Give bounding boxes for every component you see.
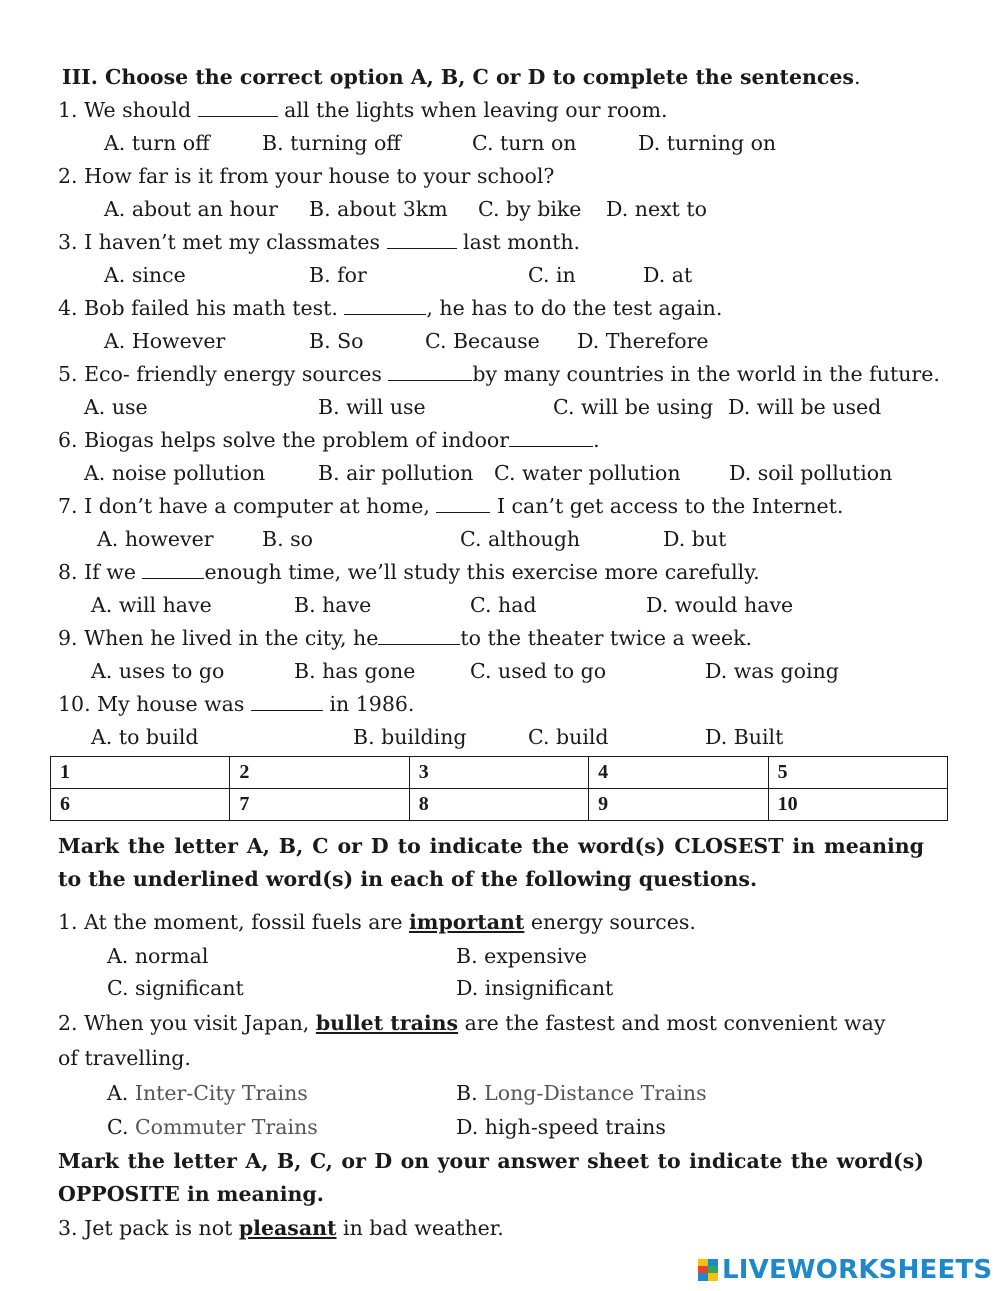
option-d: D. was going xyxy=(705,659,839,683)
option-b: B. has gone xyxy=(294,659,416,683)
option-b: B. Long-Distance Trains xyxy=(456,1081,707,1105)
logo-icon xyxy=(698,1259,718,1281)
underlined-word: pleasant xyxy=(238,1216,337,1240)
logo-text: LIVEWORKSHEETS xyxy=(722,1255,993,1285)
question-10: 10. My house was in 1986. xyxy=(58,692,415,716)
option-c: C. build xyxy=(528,725,609,749)
question-6: 6. Biogas helps solve the problem of indoor . xyxy=(58,428,600,452)
closest-instruction: Mark the letter A, B, C or D to indicate the word(s) CLOSEST in meaning to the underlined word(s) in each of the following questions. xyxy=(58,834,924,891)
option-c: C. Commuter Trains xyxy=(107,1115,318,1139)
option-b: B. so xyxy=(262,527,313,551)
answer-cell[interactable]: 4 xyxy=(589,757,768,789)
option-a: A. however xyxy=(97,527,214,551)
option-c: C. had xyxy=(470,593,537,617)
answer-cell[interactable]: 3 xyxy=(409,757,588,789)
option-c: C. significant xyxy=(107,976,244,1000)
question-2: 2. How far is it from your house to your school? xyxy=(58,164,555,188)
opposite-question-3: 3. Jet pack is not pleasant in bad weather. xyxy=(58,1216,504,1240)
option-d: D. but xyxy=(663,527,727,551)
option-b: B. So xyxy=(309,329,364,353)
answer-cell[interactable]: 1 xyxy=(51,757,230,789)
option-a: A. Inter-City Trains xyxy=(107,1081,308,1105)
option-c: C. water pollution xyxy=(494,461,681,485)
table-row xyxy=(51,757,948,789)
answer-cell[interactable]: 9 xyxy=(589,789,768,821)
option-b: B. building xyxy=(353,725,467,749)
option-c: C. in xyxy=(528,263,576,287)
option-c: C. turn on xyxy=(472,131,577,155)
option-d: D. Built xyxy=(705,725,784,749)
option-a: A. uses to go xyxy=(91,659,225,683)
option-d: D. would have xyxy=(646,593,794,617)
option-a: A. However xyxy=(104,329,226,353)
answer-blank xyxy=(387,231,457,249)
option-d: D. high-speed trains xyxy=(456,1115,666,1139)
option-b: B. about 3km xyxy=(309,197,448,221)
underlined-word: bullet trains xyxy=(315,1011,459,1035)
option-d: D. Therefore xyxy=(577,329,709,353)
opposite-instruction: Mark the letter A, B, C, or D on your answer sheet to indicate the word(s) OPPOSITE in meaning. xyxy=(58,1149,924,1206)
option-c: C. although xyxy=(460,527,581,551)
question-3: 3. I haven’t met my classmates last month. xyxy=(58,230,581,254)
option-a: A. use xyxy=(84,395,148,419)
option-a: A. will have xyxy=(91,593,212,617)
option-b: B. for xyxy=(309,263,367,287)
question-4: 4. Bob failed his math test. , he has to do the test again. xyxy=(58,296,723,320)
answer-blank xyxy=(388,363,472,381)
answer-blank xyxy=(378,627,460,645)
answer-cell[interactable]: 7 xyxy=(230,789,409,821)
closest-question-2-cont: of travelling. xyxy=(58,1046,191,1070)
question-9: 9. When he lived in the city, he to the theater twice a week. xyxy=(58,626,753,650)
option-b: B. expensive xyxy=(456,944,588,968)
question-8: 8. If we enough time, we’ll study this exercise more carefully. xyxy=(58,560,760,584)
option-c: C. will be using xyxy=(553,395,714,419)
answer-blank xyxy=(509,429,593,447)
option-a: A. about an hour xyxy=(104,197,278,221)
answer-cell[interactable]: 6 xyxy=(51,789,230,821)
option-a: A. normal xyxy=(107,944,209,968)
answer-blank xyxy=(142,561,204,579)
option-d: D. turning on xyxy=(638,131,777,155)
option-d: D. will be used xyxy=(728,395,882,419)
option-a: A. since xyxy=(104,263,186,287)
option-c: C. used to go xyxy=(470,659,607,683)
option-a: A. noise pollution xyxy=(84,461,266,485)
answer-blank xyxy=(251,693,323,711)
underlined-word: important xyxy=(408,910,525,934)
option-a: A. to build xyxy=(91,725,199,749)
option-d: D. insignificant xyxy=(456,976,614,1000)
answer-cell[interactable]: 5 xyxy=(768,757,947,789)
answer-cell[interactable]: 10 xyxy=(768,789,947,821)
closest-question-2: 2. When you visit Japan, bullet trains are the fastest and most convenient way xyxy=(58,1011,886,1035)
liveworksheets-logo xyxy=(698,1254,992,1286)
option-d: D. next to xyxy=(606,197,707,221)
question-5: 5. Eco- friendly energy sources by many countries in the world in the future. xyxy=(58,362,940,386)
answer-table xyxy=(50,756,948,821)
answer-blank xyxy=(198,99,278,117)
option-d: D. at xyxy=(643,263,693,287)
answer-cell[interactable]: 8 xyxy=(409,789,588,821)
question-7: 7. I don’t have a computer at home, I can’t get access to the Internet. xyxy=(58,494,844,518)
option-a: A. turn off xyxy=(104,131,210,155)
option-c: C. by bike xyxy=(478,197,582,221)
option-b: B. have xyxy=(294,593,372,617)
option-b: B. will use xyxy=(318,395,426,419)
option-d: D. soil pollution xyxy=(729,461,893,485)
option-b: B. turning off xyxy=(262,131,401,155)
section-title: III. Choose the correct option A, B, C or D to complete the sentences. xyxy=(62,65,861,89)
answer-cell[interactable]: 2 xyxy=(230,757,409,789)
table-row xyxy=(51,789,948,821)
answer-blank xyxy=(344,297,426,315)
question-1: 1. We should all the lights when leaving our room. xyxy=(58,98,668,122)
answer-blank xyxy=(436,495,490,513)
closest-question-1: 1. At the moment, fossil fuels are important energy sources. xyxy=(58,910,696,934)
option-c: C. Because xyxy=(425,329,540,353)
option-b: B. air pollution xyxy=(318,461,474,485)
